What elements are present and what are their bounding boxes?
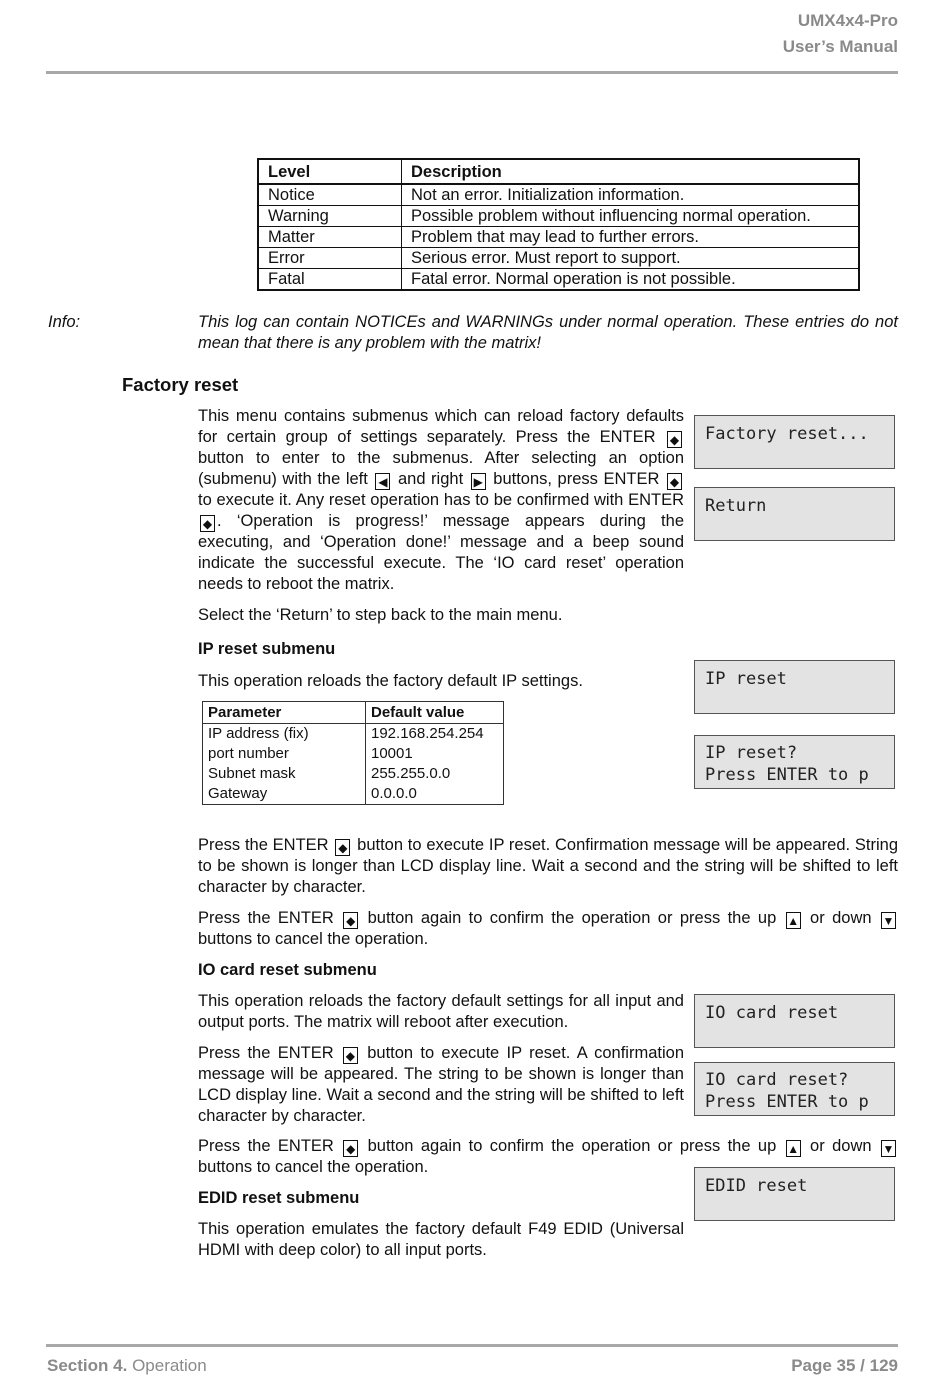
header-product: UMX4x4-Pro	[797, 11, 898, 30]
info-label: Info:	[48, 313, 81, 331]
level-cell: Notice	[258, 184, 402, 206]
table-row	[203, 784, 504, 805]
level-cell: Warning	[258, 206, 402, 227]
ip-defaults-table	[202, 701, 504, 805]
ip-paragraph-2	[198, 908, 898, 950]
ip-paragraph-1	[198, 835, 898, 898]
text-run: Press the ENTER	[198, 909, 334, 927]
text-run: Press the ENTER	[198, 1044, 334, 1062]
description-cell: Not an error. Initialization information.	[402, 184, 860, 206]
table-row	[203, 744, 504, 764]
text-run: buttons to cancel the operation.	[198, 1158, 429, 1176]
description-cell: Fatal error. Normal operation is not possible.	[402, 269, 860, 291]
io-paragraph-1: This operation reloads the factory default settings for all input and output ports. The matrix will reboot after execution.	[198, 992, 684, 1031]
footer-section	[47, 1356, 207, 1376]
lcd-line-2: Press ENTER to p	[705, 765, 869, 785]
footer-rule	[46, 1344, 898, 1347]
enter-key-icon: ◆	[343, 1047, 358, 1064]
lcd-edid-reset: EDID reset	[694, 1167, 895, 1221]
level-cell: Fatal	[268, 270, 305, 288]
table-row	[258, 227, 859, 248]
edid-paragraph-1: This operation emulates the factory default F49 EDID (Universal HDMI with deep color) to all input ports.	[198, 1220, 684, 1259]
enter-key-icon: ◆	[667, 431, 682, 448]
parameter-cell: Subnet mask	[208, 765, 296, 782]
level-col-header: Level	[258, 159, 402, 184]
section-title-factory-reset: Factory reset	[122, 374, 239, 395]
text-run: button again to confirm the operation or press the up	[367, 1137, 777, 1155]
down-key-icon: ▼	[882, 914, 895, 928]
level-cell: Error	[258, 248, 402, 269]
enter-key-icon: ◆	[200, 515, 215, 532]
subsection-title-ip-reset: IP reset submenu	[198, 640, 336, 658]
table-row	[258, 184, 859, 206]
header-manual: User’s Manual	[782, 37, 898, 56]
table-row	[258, 248, 859, 269]
up-key-icon: ▲	[787, 914, 800, 928]
io-paragraph-2	[198, 1043, 684, 1127]
lcd-line-2: Press ENTER to p	[705, 1092, 869, 1112]
default-col-header: Default value	[366, 702, 504, 724]
table-row	[258, 206, 859, 227]
lcd-line-1: IP reset?	[705, 743, 798, 763]
footer-page-number: Page 35 / 129	[791, 1356, 898, 1375]
text-run: button to execute IP reset. Confirmation message will be appeared. String to be shown is longer than LCD display line. Wait a second and the string will be shifted to left character by character.	[198, 836, 898, 896]
footer-section-number: 4.	[113, 1356, 128, 1375]
value-cell: 255.255.0.0	[366, 764, 504, 784]
header-rule	[46, 71, 898, 74]
table-row	[258, 269, 859, 291]
left-key-icon: ◀	[375, 473, 390, 490]
parameter-col-header: Parameter	[203, 702, 366, 724]
enter-key-icon: ◆	[343, 1140, 358, 1157]
parameter-cell: IP address (fix)	[208, 725, 309, 742]
info-text: This log can contain NOTICEs and WARNINGs under normal operation. These entries do not mean that there is any problem with the matrix!	[198, 313, 898, 352]
lcd-io-confirm	[694, 1062, 895, 1116]
text-run: Press the ENTER	[198, 1137, 334, 1155]
footer-section-name: Operation	[132, 1356, 207, 1375]
enter-key-icon: ◆	[667, 473, 682, 490]
description-cell: Possible problem without influencing normal operation.	[402, 206, 860, 227]
lcd-io-card-reset: IO card reset	[694, 994, 895, 1048]
up-key-icon: ▲	[787, 1142, 800, 1156]
text-run: button to execute IP reset. A confirmation message will be appeared. The string to be shown is longer than LCD display line. Wait a second and the string will be shifted to left character by character.	[198, 1044, 684, 1125]
text-run: buttons to cancel the operation.	[198, 930, 429, 948]
footer-section-label: Section	[47, 1356, 109, 1375]
enter-key-icon: ◆	[343, 912, 358, 929]
lcd-return: Return	[694, 487, 895, 541]
subsection-title-edid-reset: EDID reset submenu	[198, 1189, 360, 1207]
text-run: button again to confirm the operation or press the up	[367, 909, 777, 927]
value-cell: 0.0.0.0	[366, 784, 504, 805]
description-cell: Problem that may lead to further errors.	[402, 227, 860, 248]
parameter-cell: Gateway	[208, 785, 268, 802]
right-key-icon: ▶	[471, 473, 486, 490]
text-run: and right	[397, 470, 464, 488]
description-col-header: Description	[402, 159, 860, 184]
level-cell: Matter	[258, 227, 402, 248]
down-key-icon: ▼	[882, 1142, 895, 1156]
text-run: or down	[810, 1137, 872, 1155]
text-run: or down	[810, 909, 872, 927]
enter-key-icon: ◆	[335, 839, 350, 856]
factory-paragraph-2: Select the ‘Return’ to step back to the main menu.	[198, 606, 563, 624]
lcd-ip-confirm	[694, 735, 895, 789]
table-header-row	[203, 702, 504, 724]
text-run: Press the ENTER	[198, 836, 329, 854]
table-row	[203, 724, 504, 745]
text-run: buttons, press ENTER	[493, 470, 660, 488]
lcd-line-1: IO card reset?	[705, 1070, 849, 1090]
table-row	[203, 764, 504, 784]
value-cell: 192.168.254.254	[366, 724, 504, 745]
value-cell: 10001	[366, 744, 504, 764]
table-header-row	[258, 159, 859, 184]
text-run: button to enter to the submenus. After selecting an option (submenu) with the left	[198, 449, 684, 488]
text-run: . ‘Operation is progress!’ message appears during the executing, and ‘Operation done!’ message and a beep sound indicate the successful execute. The ‘IO card reset’ operation needs to reboot the matrix.	[198, 512, 684, 593]
description-cell: Serious error. Must report to support.	[402, 248, 860, 269]
level-table	[257, 158, 860, 291]
lcd-factory-reset: Factory reset...	[694, 415, 895, 469]
subsection-title-io-card-reset: IO card reset submenu	[198, 961, 377, 979]
ip-intro: This operation reloads the factory default IP settings.	[198, 672, 583, 690]
text-run: to execute it. Any reset operation has to be confirmed with ENTER	[198, 491, 684, 509]
parameter-cell: port number	[208, 745, 289, 762]
lcd-ip-reset: IP reset	[694, 660, 895, 714]
text-run: This menu contains submenus which can reload factory defaults for certain group of settings separately. Press the ENTER	[198, 407, 684, 446]
factory-paragraph-1	[198, 406, 684, 595]
